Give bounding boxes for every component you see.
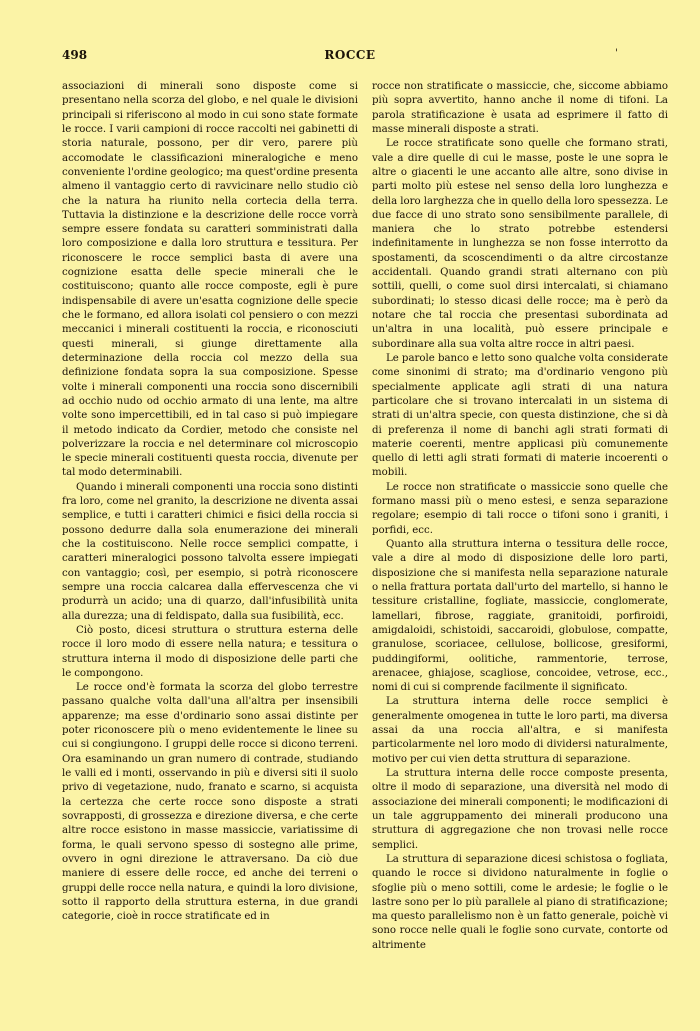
paragraph: La struttura di separazione dicesi schistosa o fogliata, quando le rocce si dividono naturalmente in foglie o sfoglie più o meno sottili, come le ardesie; le foglie o le lastre sono per lo più parallele al piano di stratificazione; ma questo parallelismo non è un fatto generale, poichè vi sono rocce nelle quali le foglie sono curvate, contorte od altrimente	[372, 853, 668, 951]
header-mark: '	[615, 48, 618, 59]
paragraph: Ciò posto, dicesi struttura o struttura esterna delle rocce il loro modo di essere nella natura; e tessitura o struttura interna il modo di disposizione delle parti che le compongono.	[62, 624, 358, 679]
paragraph: Quando i minerali componenti una roccia sono distinti fra loro, come nel granito, la descrizione ne diventa assai semplice, e tutti i caratteri chimici e fisici della roccia si possono dedurre dalla sola enumerazione dei minerali che la costituiscono. Nelle rocce semplici compatte, i caratteri mineralogici possono talvolta essere impiegati con vantaggio; così, per esempio, si potrà riconoscere sempre una roccia calcarea dalla effervescenza che vi produrrà un acido; una di quarzo, dall'infusibilità unita alla durezza; una di feldispato, dalla sua fusibilità, ecc.	[62, 481, 358, 622]
paragraph: Le rocce non stratificate o massiccie sono quelle che formano massi più o meno estesi, e senza separazione regolare; esempio di tali rocce o tifoni sono i graniti, i porfidi, ecc.	[372, 481, 668, 536]
paragraph: Le rocce ond'è formata la scorza del globo terrestre passano qualche volta dall'una all'altra per insensibili apparenze; ma esse d'ordinario sono assai distinte per poter riconoscere più o meno evidentemente le linee su cui si congiungono. I gruppi delle rocce si dicono terreni. Ora esaminando un gran numero di contrade, studiando le valli ed i monti, osservando in più e diversi siti il suolo privo di vegetazione, nudo, franato e scarno, si acquista la certezza che certe rocce sono disposte a strati sovrapposti, di grossezza e direzione diversa, e che certe altre rocce esistono in masse massiccie, variatissime di forma, le quali servono spesso di sostegno alle prime, ovvero in ogni direzione le attraversano. Da ciò due maniere di essere delle rocce, ed anche dei terreni o gruppi delle rocce nella natura, e quindi la loro divisione, sotto il rapporto della struttura esterna, in due grandi categorie, cioè in rocce stratificate ed in	[62, 682, 358, 923]
paragraph: Le rocce stratificate sono quelle che formano strati, vale a dire quelle di cui le masse, poste le une sopra le altre o giacenti le une accanto alle altre, sono divise in parti molto più estese nel senso della loro lunghezza e della loro larghezza che in quello della loro spessezza. Le due facce di uno strato sono sensibilmente parallele, di maniera che lo strato potrebbe estendersi indefinitamente in lunghezza se non fosse interrotto da spostamenti, da scoscendimenti o da altre circostanze accidentali. Quando grandi strati alternano con più sottili, quelli, o come suol dirsi intercalati, si chiamano subordinati; lo stesso dicasi delle rocce; ma è però da notare che tal roccia che presentasi subordinata ad un'altra in una località, può essere principale e subordinare alla sua volta altre rocce in altri paesi.	[372, 138, 668, 350]
paragraph: rocce non stratificate o massiccie, che, siccome abbiamo più sopra avvertito, hanno anche il nome di tifoni. La parola stratificazione è usata ad esprimere il fatto di masse minerali disposte a strati.	[372, 81, 668, 135]
paragraph: La struttura interna delle rocce semplici è generalmente omogenea in tutte le loro parti, ma diversa assai da una roccia all'altra, e si manifesta particolarmente nel loro modo di dividersi naturalmente, motivo per cui vien detta struttura di separazione.	[372, 696, 668, 765]
page-header	[62, 48, 638, 68]
left-column	[62, 80, 358, 924]
paragraph: Le parole banco e letto sono qualche volta considerate come sinonimi di strato; ma d'ordinario vengono più specialmente applicate agli strati di una natura particolare che si trovano intercalati in un sistema di strati di un'altra specie, con questa distinzione, che si dà di preferenza il nome di banchi agli strati formati di materie coerenti, mentre applicasi più comunemente quello di letti agli strati formati di materie incoerenti o mobili.	[372, 352, 668, 479]
page-number: 498	[62, 48, 88, 62]
paragraph: Quanto alla struttura interna o tessitura delle rocce, vale a dire al modo di disposizione delle loro parti, disposizione che si manifesta nella separazione naturale o nella frattura portata dall'urto del martello, si hanno le tessiture cristalline, fogliate, massiccie, conglomerate, lamellari, fibrose, raggiate, granitoidi, porfiroidi, amigdaloidi, schistoidi, saccaroidi, globulose, compatte, granulose, scoriacee, cellulose, bollicose, gresiformi, puddingiformi, oolitiche, rammentorie, terrose, arenacee, ghiajose, scagliose, concoidee, vetrose, ecc., nomi di cui si comprende facilmente il significato.	[372, 539, 668, 694]
paragraph: La struttura interna delle rocce composte presenta, oltre il modo di separazione, una diversità nel modo di associazione dei minerali componenti; le modificazioni di un tale aggruppamento dei minerali producono una struttura di aggregazione che non trovasi nelle rocce semplici.	[372, 768, 668, 851]
paragraph: associazioni di minerali sono disposte come si presentano nella scorza del globo, e nel quale le divisioni principali si riferiscono al modo in cui sono state formate le rocce. I varii campioni di rocce raccolti nei gabinetti di storia naturale, possono, per dir vero, parere più accomodate le classificazioni mineralogiche e meno conveniente l'ordine geologico; ma quest'ordine presenta almeno il vantaggio certo di ravvicinare nello studio ciò che la natura ha riunito nella cortecia della terra. Tuttavia la distinzione e la descrizione delle rocce vorrà sempre essere fondata su caratteri somministrati dalla loro composizione e dalla loro struttura e tessitura. Per riconoscere le rocce semplici basta di avere una cognizione esatta delle specie minerali che le costituiscono; quanto alle rocce composte, egli è pure indispensabile di avere un'esatta cognizione delle specie che le formano, ed allora isolati col pensiero o con mezzi meccanici i minerali costituenti la roccia, e riconosciuti questi minerali, si giunge direttamente alla determinazione della roccia col mezzo della sua definizione fondata sopra la sua composizione. Spesse volte i minerali componenti una roccia sono discernibili ad occhio nudo od occhio armato di una lente, ma altre volte sono impercettibili, ed in tal caso si può impiegare il metodo indicato da Cordier, metodo che consiste nel polverizzare la roccia e nel determinare col microscopio le specie minerali costituenti questa roccia, divenute per tal modo determinabili.	[62, 81, 358, 479]
running-title: ROCCE	[324, 48, 376, 62]
right-column	[372, 80, 668, 953]
